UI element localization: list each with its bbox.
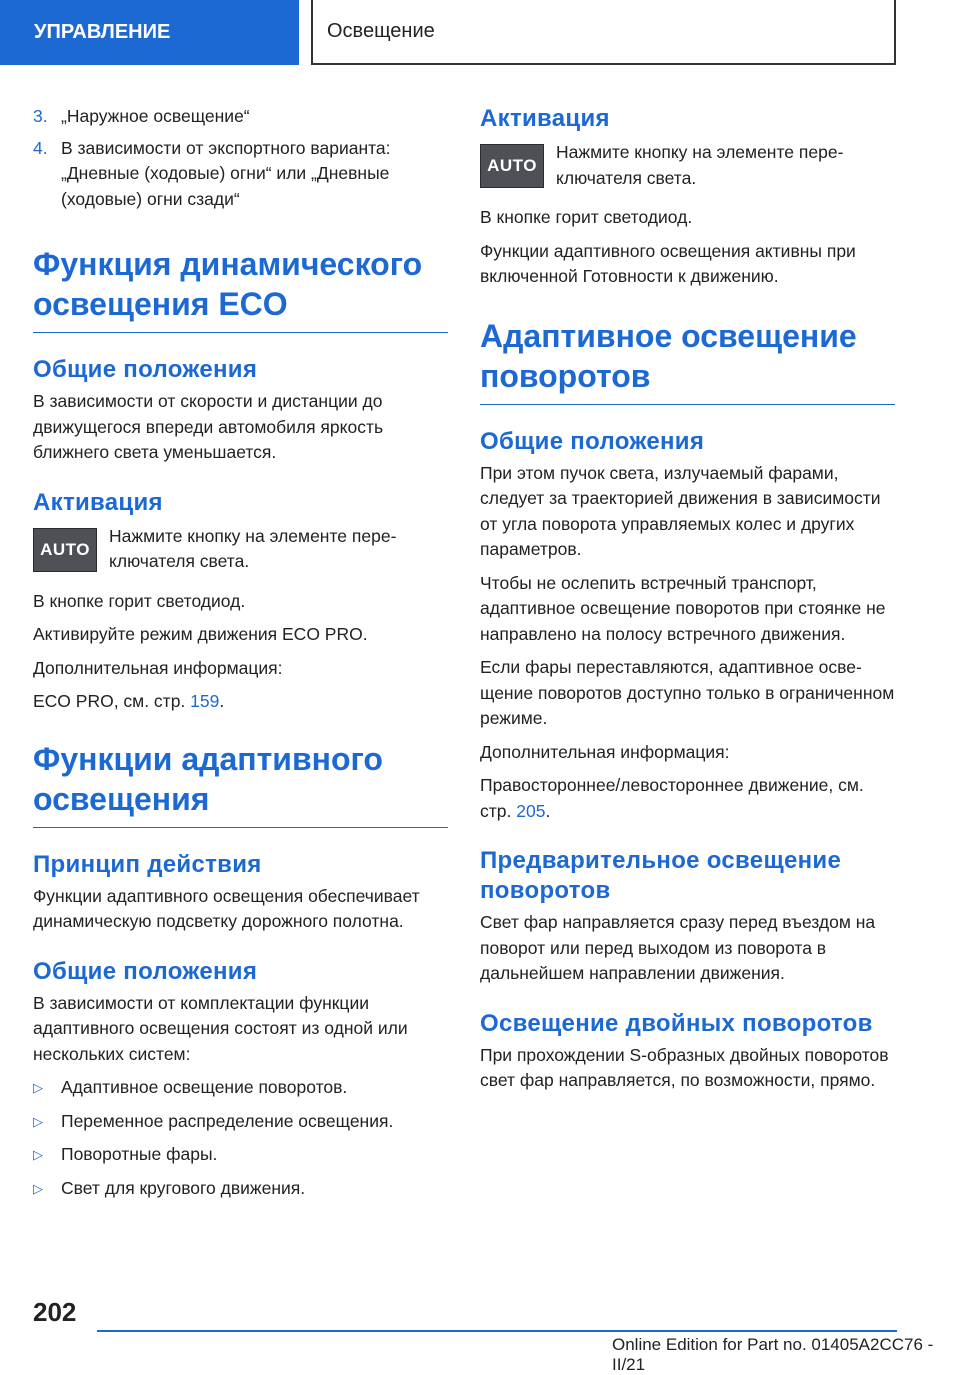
activation-heading: Активация <box>480 105 610 132</box>
auto-button-icon: AUTO <box>33 528 97 572</box>
pre-turn-text: Свет фар направляется сразу перед въездом на поворот или перед выходом из поворота в дальнейшем направлении движения. <box>480 912 876 983</box>
turn-text-3: Если фары переставляются, адаптивное освещение поворотов доступно только в ограниченном режиме. <box>480 657 895 728</box>
adaptive-general-text: В зависимости от комплектации функции адаптивного освещения состоят из одной или нескольких систем: <box>33 992 408 1064</box>
bullet-item <box>33 1109 448 1135</box>
right-column <box>480 104 895 1102</box>
pre-turn-heading: Предварительное освещение поворотов <box>480 847 842 904</box>
turn-text-1: При этом пучок света, излучаемый фарами, следует за траекторией движения в зависимости от угла поворота управляемых колес и других параметров. <box>480 462 881 559</box>
bullet-item <box>33 1176 448 1202</box>
eco-section-title: Функция динамического освещения ECO <box>33 244 448 333</box>
list-item <box>33 136 448 213</box>
edition-text: Online Edition for Part no. 01405A2CC76 - II/21 <box>612 1335 934 1374</box>
bullet-item <box>33 1142 448 1168</box>
adaptive-general-heading: Общие положения <box>33 957 258 985</box>
list-number: 4. <box>33 137 48 158</box>
eco-reference-text: ECO PRO, см. стр. <box>33 691 191 711</box>
auto-button-row <box>33 525 448 575</box>
activation-text: Нажмите кнопку на элементе переключателя света. <box>556 142 844 188</box>
topic-tab: Освещение <box>311 0 896 65</box>
eco-activation-heading: Активация <box>33 488 163 516</box>
section-tab: УПРАВЛЕНИЕ <box>0 0 299 65</box>
eco-more-info: Дополнительная информация: <box>33 657 283 678</box>
page-number: 202 <box>33 1297 77 1327</box>
eco-general-heading: Общие положения <box>33 356 258 383</box>
triangle-bullet-icon: ▷ <box>33 1147 43 1162</box>
double-turn-heading: Освещение двойных поворотов <box>480 1009 873 1037</box>
principle-text: Функции адаптивного освещения обеспечивает динамическую подсветку дорожного полотна. <box>33 885 420 931</box>
bullet-text: Адаптивное освещение поворотов. <box>61 1077 348 1097</box>
led-text: В кнопке горит светодиод. <box>480 207 693 227</box>
bullet-text: Переменное распределение освещения. <box>61 1110 394 1131</box>
principle-heading: Принцип действия <box>33 850 262 878</box>
auto-button-icon: AUTO <box>480 144 544 188</box>
left-column <box>33 104 448 1209</box>
bullet-text: Поворотные фары. <box>61 1144 218 1164</box>
list-item <box>33 104 448 130</box>
page-link-159[interactable]: 159 <box>190 691 220 711</box>
eco-led-text: В кнопке горит светодиод. <box>33 590 246 611</box>
turn-section-title: Адаптивное освещение поворотов <box>480 316 895 405</box>
auto-button-row <box>480 144 895 191</box>
turn-text-2: Чтобы не ослепить встречный транспорт, адаптивное освещение поворотов при стоянке не направлено на полосу встречного движения. <box>480 572 886 644</box>
triangle-bullet-icon: ▷ <box>33 1080 43 1095</box>
turn-reference: Правостороннее/левостороннее движение, см. стр. 205. <box>480 775 864 821</box>
triangle-bullet-icon: ▷ <box>33 1180 43 1196</box>
eco-activate-text: Активируйте режим движения ECO PRO. <box>33 624 368 644</box>
turn-reference-text: Правостороннее/левостороннее движение, см. стр. <box>480 775 864 821</box>
bullet-item <box>33 1075 448 1101</box>
eco-reference: ECO PRO, см. стр. 159. <box>33 691 225 711</box>
list-text: „Наружное освещение“ <box>61 106 250 126</box>
turn-general-heading: Общие положения <box>480 427 705 455</box>
list-text: В зависимости от экспортного варианта: „Дневные (ходовые) огни“ или „Дневные (ходовые) огни сзади“ <box>61 137 391 209</box>
active-text: Функции адаптивного освещения активны при включенной Готовности к движению. <box>480 240 856 286</box>
eco-general-text: В зависимости от скорости и дистанции до движущегося впереди автомобиля яркость ближнего света уменьшается. <box>33 391 384 462</box>
turn-more-info: Дополнительная информация: <box>480 741 730 762</box>
list-number: 3. <box>33 106 48 126</box>
eco-activation-text: Нажмите кнопку на элементе переключателя света. <box>109 525 397 571</box>
triangle-bullet-icon: ▷ <box>33 1113 43 1129</box>
bullet-text: Свет для кругового движения. <box>61 1177 306 1198</box>
footer-divider <box>97 1330 897 1332</box>
double-turn-text: При прохождении S-образных двойных поворотов свет фар направляется, по возможности, прямо. <box>480 1044 889 1090</box>
adaptive-section-title: Функции адаптивного освещения <box>33 739 448 828</box>
page-link-205[interactable]: 205 <box>516 800 546 821</box>
